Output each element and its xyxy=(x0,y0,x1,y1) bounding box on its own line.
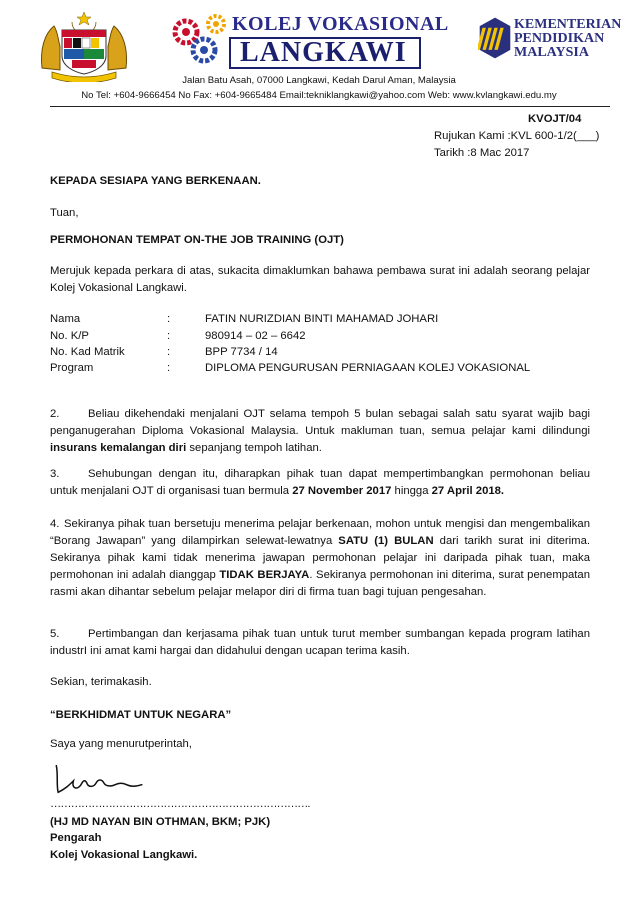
signer-name: (HJ MD NAYAN BIN OTHMAN, BKM; PJK) xyxy=(50,816,271,828)
subject-line: PERMOHONAN TEMPAT ON-THE JOB TRAINING (OJT) xyxy=(50,234,344,246)
paragraph-4 xyxy=(50,516,590,601)
signature-icon xyxy=(52,760,148,798)
detail-colon: : xyxy=(167,346,171,358)
detail-label: Program xyxy=(50,362,94,374)
paragraph-number: 2. xyxy=(50,408,60,420)
paragraph-emphasis: insurans kemalangan diri xyxy=(50,442,187,454)
paragraph-text: Sekiranya pihak tuan bersetuju menerima pelajar berkenaan, mohon untuk mengisi dan mengembalikan “Borang Jawapan” yang dilampirkan selewat-lewatnya xyxy=(50,518,590,547)
detail-colon: : xyxy=(167,330,171,342)
paragraph-emphasis: 27 April 2018. xyxy=(431,485,505,497)
detail-colon: : xyxy=(167,362,171,374)
detail-value: FATIN NURIZDIAN BINTI MAHAMAD JOHARI xyxy=(205,313,439,325)
kpm-emblem-icon xyxy=(478,14,512,62)
reference-code: KVOJT/04 xyxy=(528,113,582,125)
paragraph-2 xyxy=(50,406,590,457)
paragraph-number: 3. xyxy=(50,468,60,480)
ministry-line1: KEMENTERIAN xyxy=(514,17,622,32)
college-name-line1: KOLEJ VOKASIONAL xyxy=(232,13,449,35)
ministry-name xyxy=(514,18,621,60)
paragraph-text: dari tarikh surat ini diterima. Sekiranya pihak kami tidak menerima jawapan permohonan pelajar ini daripada pihak tuan, maka permohonan ini adalah dianggap xyxy=(50,535,591,581)
paragraph-text: Pertimbangan dan kerjasama pihak tuan untuk turut member sumbangan kepada program latihan industrI ini amat kami hargai dan didahului dengan ucapan terima kasih. xyxy=(50,628,590,657)
paragraph-5 xyxy=(50,626,590,660)
closing-line: Saya yang menurutperintah, xyxy=(50,738,192,750)
salutation: Tuan, xyxy=(50,207,79,219)
recipient: KEPADA SESIAPA YANG BERKENAAN. xyxy=(50,175,261,187)
contact-line: No Tel: +604-9666454 No Fax: +604-9665484 Email:tekniklangkawi@yahoo.com Web: www.kvlangkawi.edu.my xyxy=(81,90,557,101)
letter-date: Tarikh :8 Mac 2017 xyxy=(434,147,530,159)
thanks-line: Sekian, terimakasih. xyxy=(50,676,152,688)
paragraph-number: 5. xyxy=(50,628,60,640)
signature-dots: …………………………………………………………………. xyxy=(50,798,310,810)
signer-title: Pengarah xyxy=(50,832,102,844)
detail-value: 980914 – 02 – 6642 xyxy=(205,330,306,342)
detail-colon: : xyxy=(167,313,171,325)
paragraph-text: hingga xyxy=(391,485,432,497)
paragraph-text: Beliau dikehendaki menjalani OJT selama tempoh 5 bulan sebagai salah satu syarat wajib bagi penganugerahan Diploma Vokasional Malaysia. Untuk makluman tuan, semua pelajar kami dilindungi xyxy=(50,408,590,437)
header-divider xyxy=(50,106,610,107)
address-line: Jalan Batu Asah, 07000 Langkawi, Kedah Darul Aman, Malaysia xyxy=(182,75,456,86)
coat-of-arms-icon xyxy=(38,10,130,82)
gear-people-icon xyxy=(175,16,224,61)
paragraph-emphasis: TIDAK BERJAYA xyxy=(219,569,310,581)
detail-row-program xyxy=(50,360,610,377)
paragraph-text: . Sekiranya permohonan ini diterima, surat penempatan rasmi akan dihantar sebelum pelajar melapor diri di firma tuan bagi tujuan pengesahan. xyxy=(50,569,590,598)
detail-label: Nama xyxy=(50,313,81,325)
paragraph-text: Sehubungan dengan itu, diharapkan pihak tuan dapat mempertimbangkan permohonan beliau untuk menjalani OJT di organisasi tuan bermula xyxy=(50,468,590,497)
ministry-line2: PENDIDIKAN xyxy=(514,31,605,46)
detail-label: No. K/P xyxy=(50,330,89,342)
paragraph-emphasis: SATU (1) BULAN xyxy=(338,535,434,547)
paragraph-text: sepanjang tempoh latihan. xyxy=(186,442,322,454)
motto: “BERKHIDMAT UNTUK NEGARA” xyxy=(50,709,232,721)
signer-org: Kolej Vokasional Langkawi. xyxy=(50,849,198,861)
detail-row-ic xyxy=(50,328,610,345)
intro-paragraph: Merujuk kepada perkara di atas, sukacita dimaklumkan bahawa pembawa surat ini adalah seorang pelajar Kolej Vokasional Langkawi. xyxy=(50,265,590,294)
paragraph-emphasis: 27 November 2017 xyxy=(292,485,392,497)
reference-number: Rujukan Kami :KVL 600-1/2(___) xyxy=(434,130,600,142)
detail-value: DIPLOMA PENGURUSAN PERNIAGAAN KOLEJ VOKASIONAL xyxy=(205,362,531,374)
detail-row-matric xyxy=(50,344,610,361)
detail-label: No. Kad Matrik xyxy=(50,346,125,358)
detail-row-name xyxy=(50,311,610,328)
ministry-line3: MALAYSIA xyxy=(514,45,589,60)
college-name-line2: LANGKAWI xyxy=(240,37,407,68)
detail-value: BPP 7734 / 14 xyxy=(205,346,278,358)
paragraph-number: 4. xyxy=(50,518,60,530)
paragraph-3 xyxy=(50,466,590,500)
